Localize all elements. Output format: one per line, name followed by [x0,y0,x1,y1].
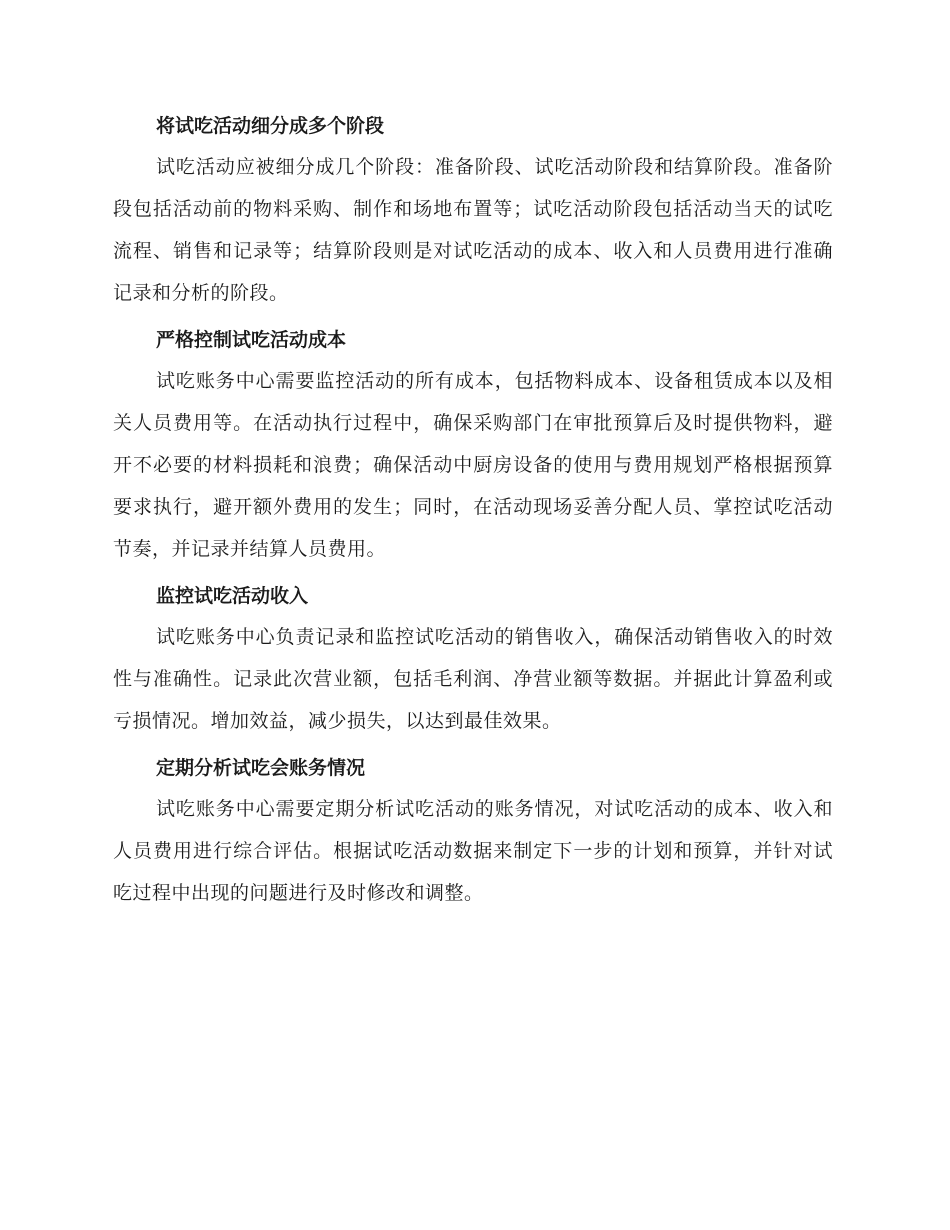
section-heading: 严格控制试吃活动成本 [156,329,347,351]
section-stages [113,106,833,314]
section-revenue-monitoring [113,576,833,742]
document-content [113,106,833,920]
section-heading: 监控试吃活动收入 [156,585,309,607]
section-paragraph: 试吃账务中心需要监控活动的所有成本，包括物料成本、设备租赁成本以及相关人员费用等。在活动执行过程中，确保采购部门在审批预算后及时提供物料，避开不必要的材料损耗和浪费；确保活动中厨房设备的使用与费用规划严格根据预算要求执行，避开额外费用的发生；同时，在活动现场妥善分配人员、掌控试吃活动节奏，并记录并结算人员费用。 [113,370,833,560]
section-heading: 将试吃活动细分成多个阶段 [156,115,385,137]
section-cost-control [113,320,833,570]
section-paragraph: 试吃账务中心负责记录和监控试吃活动的销售收入，确保活动销售收入的时效性与准确性。记录此次营业额，包括毛利润、净营业额等数据。并据此计算盈利或亏损情况。增加效益，减少损失，以达到最佳效果。 [113,626,833,732]
section-heading: 定期分析试吃会账务情况 [156,757,366,779]
section-paragraph: 试吃账务中心需要定期分析试吃活动的账务情况，对试吃活动的成本、收入和人员费用进行综合评估。根据试吃活动数据来制定下一步的计划和预算，并针对试吃过程中出现的问题进行及时修改和调整。 [113,798,833,904]
section-periodic-analysis [113,748,833,914]
section-paragraph: 试吃活动应被细分成几个阶段：准备阶段、试吃活动阶段和结算阶段。准备阶段包括活动前的物料采购、制作和场地布置等；试吃活动阶段包括活动当天的试吃流程、销售和记录等；结算阶段则是对试吃活动的成本、收入和人员费用进行准确记录和分析的阶段。 [113,156,833,304]
